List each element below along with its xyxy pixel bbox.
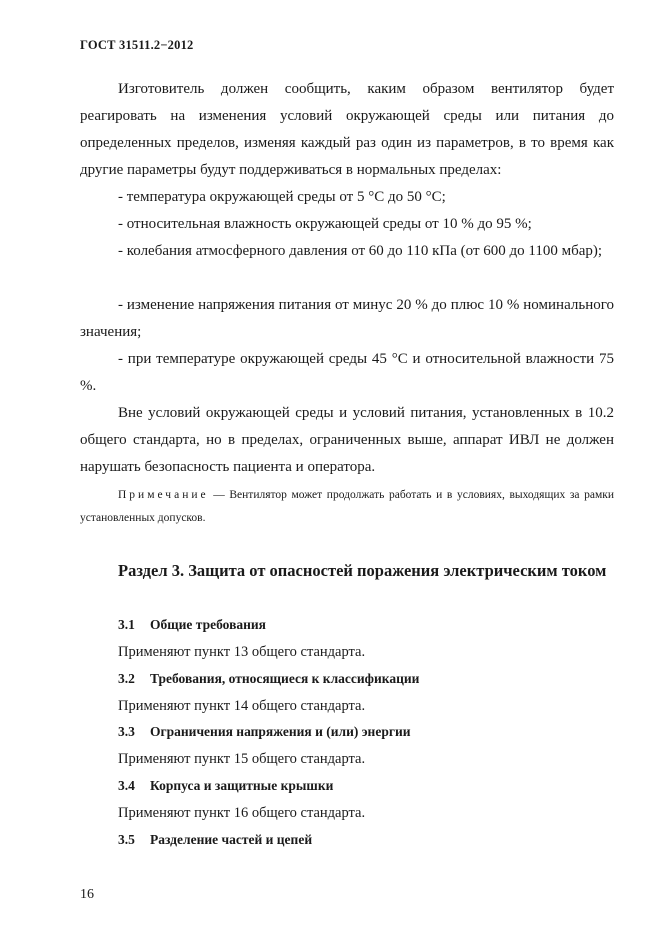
- list-item: - температура окружающей среды от 5 °С до 50 °С;: [118, 189, 446, 205]
- subsection-title: Корпуса и защитные крышки: [150, 778, 334, 793]
- subsection-heading: [118, 724, 411, 740]
- subsection-body: Применяют пункт 16 общего стандарта.: [118, 805, 366, 821]
- page-number: 16: [80, 887, 94, 902]
- subsection-number: 3.4: [118, 778, 135, 793]
- subsection-number: 3.5: [118, 832, 135, 847]
- subsection-body: Применяют пункт 14 общего стандарта.: [118, 698, 366, 714]
- subsection-title: Разделение частей и цепей: [150, 832, 313, 847]
- subsection-number: 3.3: [118, 724, 135, 739]
- subsection-heading: [118, 617, 266, 633]
- list-item: - колебания атмосферного давления от 60 до 110 кПа (от 600 до 1100 мбар);: [118, 243, 603, 259]
- section-title: Раздел 3. Защита от опасностей поражения электрическим током: [118, 561, 607, 580]
- subsection-title: Требования, относящиеся к классификации: [150, 671, 420, 686]
- subsection-title: Ограничения напряжения и (или) энергии: [150, 724, 411, 739]
- note-label: Примечание: [118, 489, 209, 501]
- subsection-number: 3.1: [118, 617, 135, 632]
- intro-paragraph: Изготовитель должен сообщить, каким образом вентилятор будет реагировать на изменения условий окружающей среды или питания до определенных пределов, изменяя каждый раз один из параметров, в то время как другие параметры будут поддерживаться в нормальных пределах:: [80, 81, 614, 178]
- list-item: - изменение напряжения питания от минус 20 % до плюс 10 % номинального значения;: [80, 297, 614, 340]
- note-text: — Вентилятор может продолжать работать и в условиях, выходящих за рамки установленных допусков.: [80, 489, 615, 524]
- note: [80, 484, 614, 530]
- subsection-body: Применяют пункт 15 общего стандарта.: [118, 751, 366, 767]
- subsection-title: Общие требования: [150, 617, 266, 632]
- document-header: ГОСТ 31511.2−2012: [80, 38, 194, 52]
- list-item: - относительная влажность окружающей среды от 10 % до 95 %;: [118, 216, 532, 232]
- subsection-heading: [118, 671, 419, 687]
- subsection-number: 3.2: [118, 671, 135, 686]
- subsection-heading: [118, 832, 312, 848]
- conclusion-paragraph: Вне условий окружающей среды и условий питания, установленных в 10.2 общего стандарта, но в пределах, ограниченных выше, аппарат ИВЛ не должен нарушать безопасность пациента и оператора.: [80, 405, 614, 475]
- subsection-heading: [118, 778, 333, 794]
- subsection-body: Применяют пункт 13 общего стандарта.: [118, 644, 366, 660]
- list-item: - при температуре окружающей среды 45 °С и относительной влажности 75 %.: [80, 351, 614, 394]
